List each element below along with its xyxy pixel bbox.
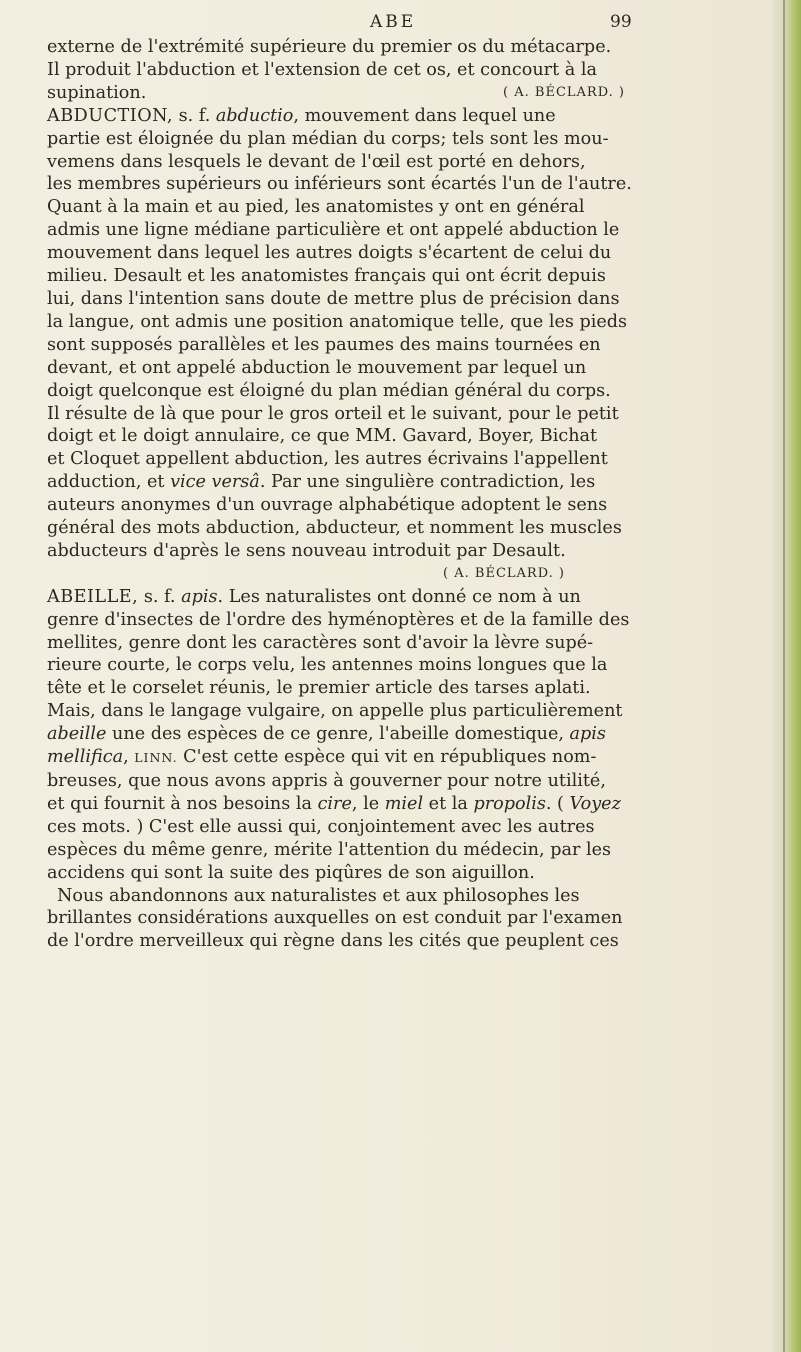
text-line: tête et le corselet réunis, le premier article des tarses aplati.: [47, 678, 591, 699]
text-fragment: C'est cette espèce qui vit en républiques nom-: [177, 747, 597, 768]
signature: ( A. BÉCLARD. ): [443, 565, 565, 581]
page-edge: [773, 0, 801, 1352]
text-line: ces mots. ) C'est elle aussi qui, conjointement avec les autres: [47, 816, 595, 837]
text-line: partie est éloignée du plan médian du corps; tels sont les mou-: [47, 128, 609, 149]
text-line: Il résulte de là que pour le gros orteil et le suivant, pour le petit: [47, 403, 619, 424]
text-fragment: . (: [545, 793, 570, 814]
page-header: [0, 6, 801, 36]
text-line: externe de l'extrémité supérieure du premier os du métacarpe.: [47, 37, 612, 57]
text-fragment: et qui fournit à nos besoins la: [47, 793, 318, 814]
text-line: devant, et ont appelé abduction le mouvement par lequel un: [47, 357, 587, 378]
italic-term: miel: [384, 793, 424, 814]
text-line: mouvement dans lequel les autres doigts s'écartent de celui du: [47, 243, 612, 264]
text-fragment: , le: [351, 793, 385, 814]
text-line: espèces du même genre, mérite l'attention du médecin, par les: [47, 839, 612, 860]
entry-abduction: [47, 105, 745, 128]
text-line: vemens dans lesquels le devant de l'œil est porté en dehors,: [47, 151, 586, 172]
text-line: [47, 793, 745, 816]
italic-term: abeille: [47, 724, 107, 745]
headword: ABDUCTION,: [47, 105, 173, 126]
latin-term: apis: [569, 724, 606, 745]
text-line: Il produit l'abduction et l'extension de cet os, et concourt à la: [47, 59, 597, 80]
text-line: accidens qui sont la suite des piqûres de son aiguillon.: [47, 862, 535, 883]
text-fragment: adduction, et: [47, 472, 171, 493]
latin-term: abductio: [215, 105, 294, 126]
text-line: abducteurs d'après le sens nouveau introduit par Desault.: [47, 540, 566, 561]
pos: s. f.: [173, 105, 216, 126]
running-head: ABE: [370, 12, 417, 32]
italic-term: cire: [317, 793, 352, 814]
text-line: Mais, dans le langage vulgaire, on appelle plus particulièrement: [47, 701, 623, 722]
italic-term: propolis: [473, 793, 546, 814]
text-line: rieure courte, le corps velu, les antennes moins longues que la: [47, 655, 608, 676]
text-line: [47, 746, 745, 770]
text-line: doigt quelconque est éloigné du plan médian général du corps.: [47, 380, 611, 401]
page-number: 99: [610, 12, 632, 32]
text-line: genre d'insectes de l'ordre des hyménoptères et de la famille des: [47, 609, 630, 630]
text-line: brillantes considérations auxquelles on est conduit par l'examen: [47, 908, 623, 929]
edge-line: [783, 0, 785, 1352]
text-fragment: . Les naturalistes ont donné ce nom à un: [217, 586, 581, 607]
text-line: [47, 82, 745, 105]
text-line: général des mots abduction, abducteur, et nomment les muscles: [47, 518, 622, 539]
text-fragment: et la: [423, 793, 474, 814]
text-line: milieu. Desault et les anatomistes français qui ont écrit depuis: [47, 266, 606, 287]
body-text: [47, 36, 745, 953]
italic-term: Voyez: [569, 793, 621, 814]
text-line: Nous abandonnons aux naturalistes et aux philosophes les: [57, 885, 580, 906]
text-line: lui, dans l'intention sans doute de mettre plus de précision dans: [47, 288, 620, 309]
text-line: Quant à la main et au pied, les anatomistes y ont en général: [47, 197, 585, 218]
text-line: auteurs anonymes d'un ouvrage alphabétique adoptent le sens: [47, 495, 608, 516]
latin-term: mellifica: [47, 747, 124, 768]
text-fragment: supination.: [47, 82, 147, 103]
text-line: doigt et le doigt annulaire, ce que MM. Gavard, Boyer, Bichat: [47, 426, 598, 447]
italic-term: vice versâ: [170, 472, 260, 493]
text-fragment: , mouvement dans lequel une: [293, 105, 556, 126]
signature: ( A. BÉCLARD. ): [503, 84, 625, 100]
text-line: les membres supérieurs ou inférieurs sont écartés l'un de l'autre.: [47, 174, 632, 195]
entry-abeille: [47, 586, 745, 609]
text-fragment: une des espèces de ce genre, l'abeille domestique,: [106, 724, 570, 745]
text-line: la langue, ont admis une position anatomique telle, que les pieds: [47, 311, 628, 332]
text-line: admis une ligne médiane particulière et ont appelé abduction le: [47, 220, 620, 241]
latin-term: apis: [181, 586, 218, 607]
text-line: [47, 471, 745, 494]
headword: ABEILLE,: [47, 586, 139, 607]
text-line: et Cloquet appellent abduction, les autres écrivains l'appellent: [47, 449, 608, 470]
text-line: breuses, que nous avons appris à gouverner pour notre utilité,: [47, 771, 606, 791]
text-line: mellites, genre dont les caractères sont d'avoir la lèvre supé-: [47, 632, 594, 653]
author-abbrev: LINN.: [134, 750, 178, 766]
text-fragment: ,: [123, 747, 135, 768]
text-line: [47, 723, 745, 746]
text-line: sont supposés parallèles et les paumes des mains tournées en: [47, 334, 601, 355]
text-line: de l'ordre merveilleux qui règne dans les cités que peuplent ces: [47, 931, 619, 952]
pos: s. f.: [138, 586, 182, 607]
text-fragment: . Par une singulière contradiction, les: [259, 472, 596, 493]
